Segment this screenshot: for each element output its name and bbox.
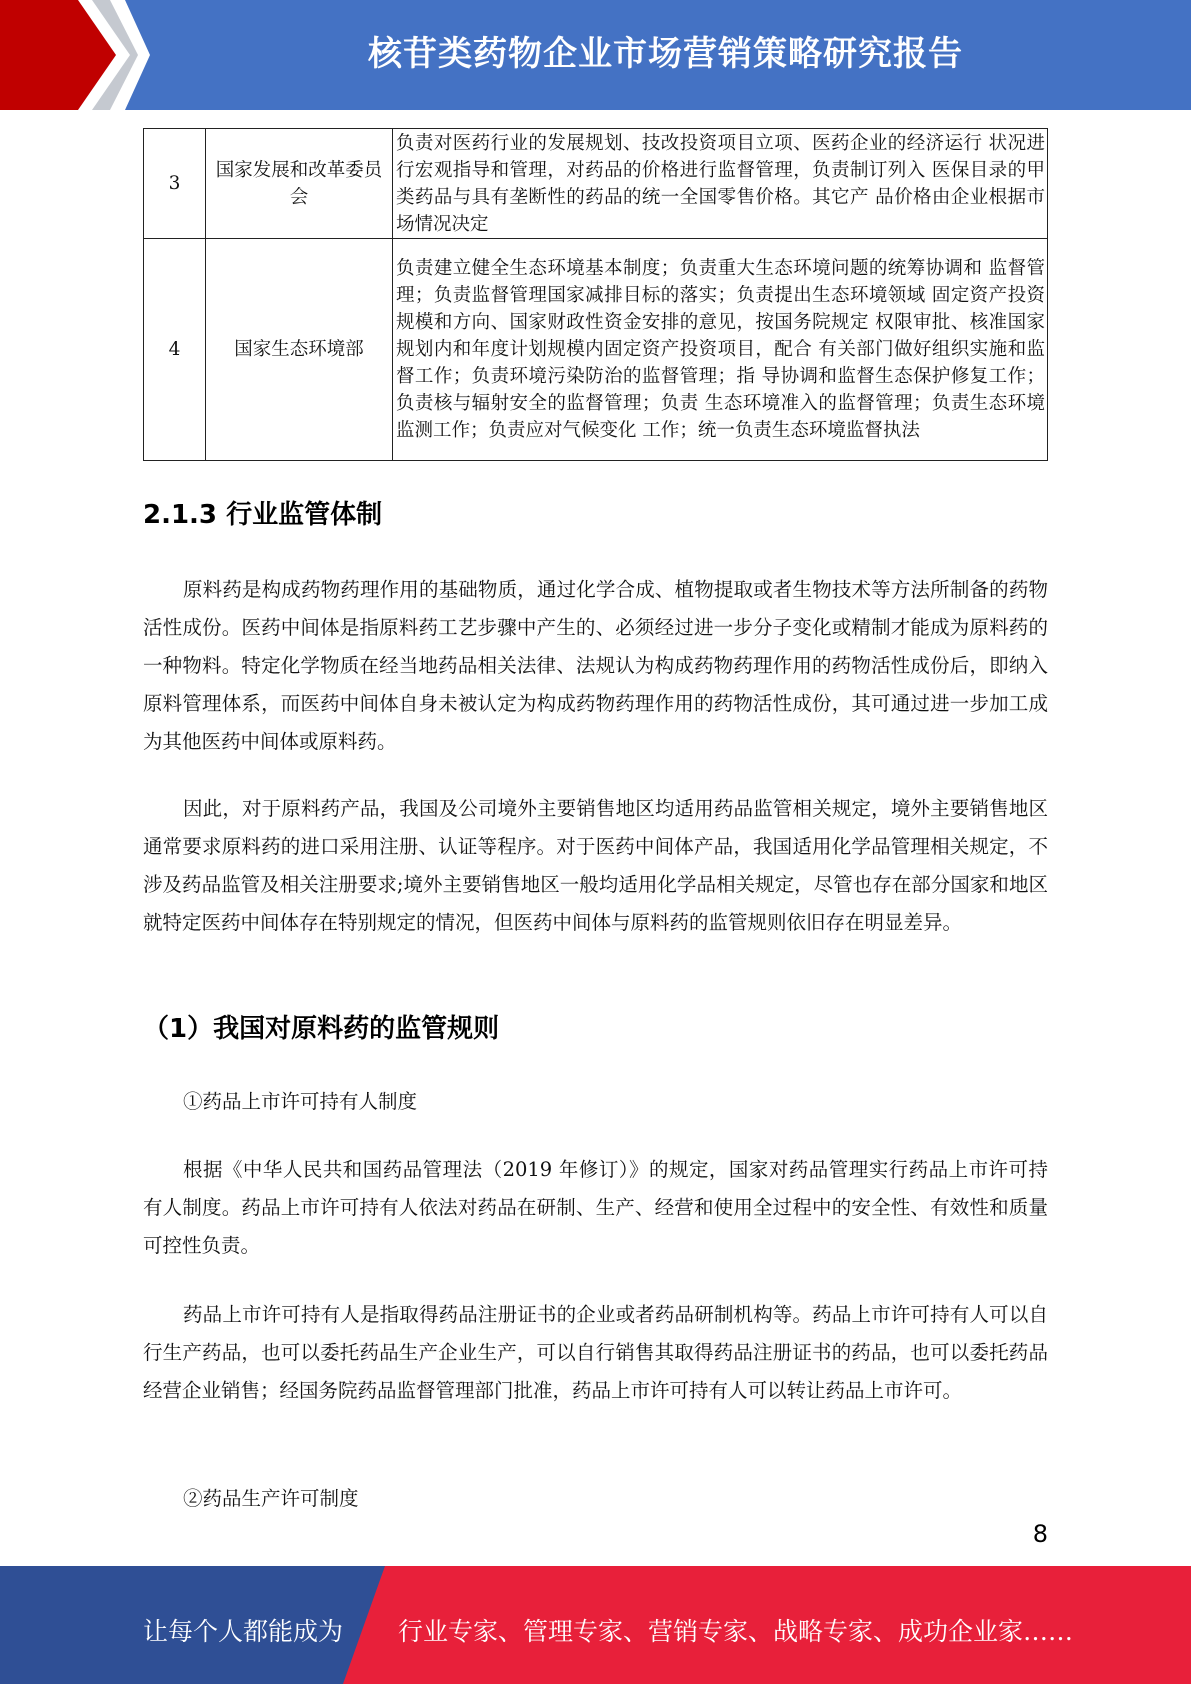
department-duties: 负责建立健全生态环境基本制度；负责重大生态环境问题的统筹协调和 监督管理；负责监督管理国家减排目标的落实；负责提出生态环境领域 固定资产投资规模和方向、国家财政性资金安排的意见，按国务院规定 权限审批、核准国家规划内和年度计划规模内固定资产投资项目，配合 有关部门做好组织实施和监督工作；负责环境污染防治的监督管理；指 导协调和监督生态保护修复工作；负责核与辐射安全的监督管理；负责 生态环境准入的监督管理；负责生态环境监测工作；负责应对气候变化 工作；统一负责生态环境监督执法 (393, 239, 1048, 461)
footer-slogan: 让每个人都能成为 (143, 1617, 344, 1646)
table-row (144, 239, 1048, 461)
row-number: 3 (144, 129, 206, 239)
subsection-heading: （1）我国对原料药的监管规则 (143, 1014, 500, 1044)
paragraph: 根据《中华人民共和国药品管理法（2019 年修订）》的规定，国家对药品管理实行药品上市许可持有人制度。药品上市许可持有人依法对药品在研制、生产、经营和使用全过程中的安全性、有效性和质量可控性负责。 (143, 1158, 1048, 1257)
department-duties: 负责对医药行业的发展规划、技改投资项目立项、医药企业的经济运行 状况进行宏观指导和管理，对药品的价格进行监督管理，负责制订列入 医保目录的甲类药品与具有垄断性的药品的统一全国零售价格。其它产 品价格由企业根据市场情况决定 (393, 129, 1048, 239)
list-item-title: ①药品上市许可持有人制度 (183, 1090, 418, 1113)
table-row (144, 129, 1048, 239)
page-footer (0, 1566, 1191, 1684)
department-name: 国家发展和改革委员会 (206, 129, 393, 239)
page-number: 8 (1032, 1520, 1048, 1548)
row-number: 4 (144, 239, 206, 461)
page-header (0, 0, 1191, 110)
report-title: 核苷类药物企业市场营销策略研究报告 (368, 34, 963, 74)
paragraph: 原料药是构成药物药理作用的基础物质，通过化学合成、植物提取或者生物技术等方法所制备的药物活性成份。医药中间体是指原料药工艺步骤中产生的、必须经过进一步分子变化或精制才能成为原料药的一种物料。特定化学物质在经当地药品相关法律、法规认为构成药物药理作用的药物活性成份后，即纳入原料管理体系，而医药中间体自身未被认定为构成药物药理作用的药物活性成份，其可通过进一步加工成为其他医药中间体或原料药。 (143, 578, 1048, 753)
paragraph: 因此，对于原料药产品，我国及公司境外主要销售地区均适用药品监管相关规定，境外主要销售地区通常要求原料药的进口采用注册、认证等程序。对于医药中间体产品，我国适用化学品管理相关规定，不涉及药品监管及相关注册要求;境外主要销售地区一般均适用化学品相关规定，尽管也存在部分国家和地区就特定医药中间体存在特别规定的情况，但医药中间体与原料药的监管规则依旧存在明显差异。 (143, 797, 1048, 934)
footer-tagline: 行业专家、管理专家、营销专家、战略专家、成功企业家…… (398, 1617, 1074, 1646)
section-heading: 2.1.3 行业监管体制 (143, 500, 383, 530)
regulator-table (143, 128, 1048, 461)
list-item-title: ②药品生产许可制度 (183, 1487, 359, 1510)
department-name: 国家生态环境部 (206, 239, 393, 461)
paragraph: 药品上市许可持有人是指取得药品注册证书的企业或者药品研制机构等。药品上市许可持有人可以自行生产药品，也可以委托药品生产企业生产，可以自行销售其取得药品注册证书的药品，也可以委托药品经营企业销售；经国务院药品监督管理部门批准，药品上市许可持有人可以转让药品上市许可。 (143, 1303, 1048, 1402)
